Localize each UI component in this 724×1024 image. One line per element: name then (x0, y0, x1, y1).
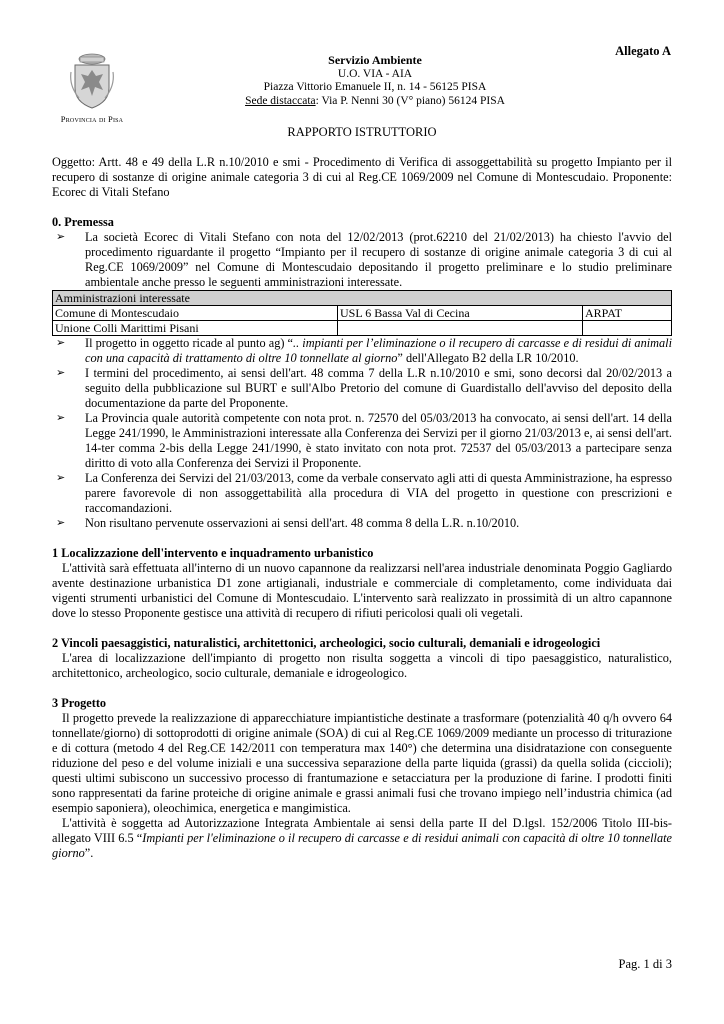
arrow-bullet-icon: ➢ (56, 337, 66, 349)
arrow-bullet-icon: ➢ (56, 472, 66, 484)
section-1-heading: 1 Localizzazione dell'intervento e inquadramento urbanistico (52, 546, 374, 560)
premessa-item: ➢ Il progetto in oggetto ricade al punto ag) “.. impianti per l’eliminazione o il recupero di carcasse e di residui di animali con una capacità di trattamento di oltre 10 tonnellate al giorno” dell'Allegato B2 della LR 10/2010. (56, 336, 672, 365)
table-row (53, 306, 672, 321)
allegato-label: Allegato A (615, 44, 671, 58)
table-cell: ARPAT (583, 306, 672, 321)
section-2-heading: 2 Vincoli paesaggistici, naturalistici, architettonici, archeologici, socio culturali, demaniali e idrogeologici (52, 636, 601, 650)
sede-address: : Via P. Nenni 30 (V° piano) 56124 PISA (315, 94, 505, 107)
table-cell: Unione Colli Marittimi Pisani (53, 321, 338, 336)
unit-name: U.O. VIA - AIA (337, 67, 413, 80)
section-3-heading: 3 Progetto (52, 696, 107, 710)
administrations-table (52, 290, 672, 336)
oggetto-paragraph: Oggetto: Artt. 48 e 49 della L.R n.10/2010 e smi - Procedimento di Verifica di assoggettabilità su progetto Impianto per il recupero di sostanze di origine animale categoria 3 di cui al Reg.CE 1069/2009 nel Comune di Montescudaio. Proponente: Ecorec di Vitali Stefano (52, 155, 672, 199)
logo-caption: Provincia di Pisa (60, 114, 124, 124)
premessa-item: ➢ Non risultano pervenute osservazioni ai sensi dell'art. 48 comma 8 della L.R. n.10/2010. (56, 516, 520, 530)
arrow-bullet-icon: ➢ (56, 231, 66, 243)
arrow-bullet-icon: ➢ (56, 517, 66, 529)
section-3-paragraph: L'attività è soggetta ad Autorizzazione Integrata Ambientale ai sensi della parte II del D.lgsl. 152/2006 Titolo III-bis- allegato VIII 6.5 “Impianti per l'eliminazione o il recupero di carcasse e di residui animali con capacità di oltre 10 tonnellate giorno”. (52, 816, 672, 860)
table-cell (583, 321, 672, 336)
table-cell: Comune di Montescudaio (53, 306, 338, 321)
table-cell (338, 321, 583, 336)
premessa-item: ➢ La Conferenza dei Servizi del 21/03/2013, come da verbale conservato agli atti di questa Amministrazione, ha espresso parere favorevole di non assoggettabilità alla procedura di VIA del progetto in questione con prescrizioni e raccomandazioni. (56, 471, 672, 515)
arrow-bullet-icon: ➢ (56, 412, 66, 424)
sede-line (230, 95, 520, 109)
table-header: Amministrazioni interessate (53, 291, 672, 306)
premessa-item: ➢ La Provincia quale autorità competente con nota prot. n. 72570 del 05/03/2013 ha convocato, ai sensi dell'art. 14 della Legge 241/1990, le Amministrazioni interessate alla Conferenza dei Servizi per il giorno 21/03/2013 e, ai sensi dell'art. 14-ter comma 2-bis della Legge 241/1990, è stato invitato con nota prot. 72537 del 05/03/2013 a partecipare senza diritto di voto alla Conferenza dei Servizi il Proponente. (56, 411, 672, 470)
premessa-text: La società Ecorec di Vitali Stefano con nota del 12/02/2013 (prot.62210 del 21/02/2013) ha chiesto l'avvio del procedimento riguardante il progetto “Impianto per il recupero di sostanze di origine animale categoria 3 di cui al Reg.CE 1069/2009” nel Comune di Montescudaio depositando il progetto preliminare e lo studio preliminare ambientale anche presso le seguenti amministrazioni interessate. (85, 230, 672, 289)
letterhead (230, 54, 520, 108)
address-line: Piazza Vittorio Emanuele II, n. 14 - 56125 PISA (263, 81, 487, 93)
premessa-item: ➢ I termini del procedimento, ai sensi dell'art. 48 comma 7 della L.R n.10/2010 e smi, sono decorsi dal 20/02/2013 a seguito della pubblicazione sul BURT e sull'Albo Pretorio del comune di Guardistallo dell'avviso del deposito della documentazione da parte del Proponente. (56, 366, 672, 410)
table-cell: USL 6 Bassa Val di Cecina (338, 306, 583, 321)
section-1-text: L'attività sarà effettuata all'interno di un nuovo capannone da realizzarsi nell'area industriale denominata Poggio Gagliardo avente destinazione urbanistica D1 zone artigianali, industriale e commerciale di completamento, come individuata dai vigenti strumenti urbanistici del Comune di Montescudaio. L'intervento sarà realizzato in prossimità di un altro capannone dove lo stesso Proponente gestisce una attività di recupero di rifiuti pericolosi quali oli vegetali. (52, 561, 672, 620)
table-row (53, 321, 672, 336)
sede-label: Sede distaccata (245, 94, 316, 107)
coat-of-arms-icon (69, 52, 115, 110)
section-0-heading: 0. Premessa (52, 215, 114, 229)
section-2-text: L'area di localizzazione dell'impianto di progetto non risulta soggetta a vincoli di tipo paesaggistico, naturalistico, architettonico, archeologico, socio culturale, demaniale e idrogeologico. (52, 651, 672, 680)
document-body (52, 155, 672, 861)
page-title: RAPPORTO ISTRUTTORIO (287, 125, 437, 139)
page-number: Pag. 1 di 3 (618, 957, 672, 971)
section-3-paragraph: Il progetto prevede la realizzazione di apparecchiature impiantistiche destinate a trasformare (potenzialità 40 q/h ovvero 64 tonnellate/giorno) di sottoprodotti di origine animale (SOA) di cui al Reg.CE 1069/2009 mediante un processo di triturazione e di cottura (metodo 4 del Reg.CE 142/2011 con temperatura max 140°) che determina una disidratazione con conseguente riduzione del peso e del volume iniziali e una successiva separazione della parte liquida (grassi) da quella solida (ciccioli); questi ultimi subiscono un successivo processo di frantumazione e setacciatura per la produzione di farine. I prodotti finiti sono rappresentati da farine proteiche di origine animale e grassi animali fusi che trovano impiego nell’industria chimica (ad esempio saponiera), oleochimica, energetica e mangimistica. (52, 711, 672, 815)
service-name: Servizio Ambiente (328, 53, 422, 67)
premessa-item (52, 230, 672, 290)
province-logo (52, 52, 132, 127)
arrow-bullet-icon: ➢ (56, 367, 66, 379)
